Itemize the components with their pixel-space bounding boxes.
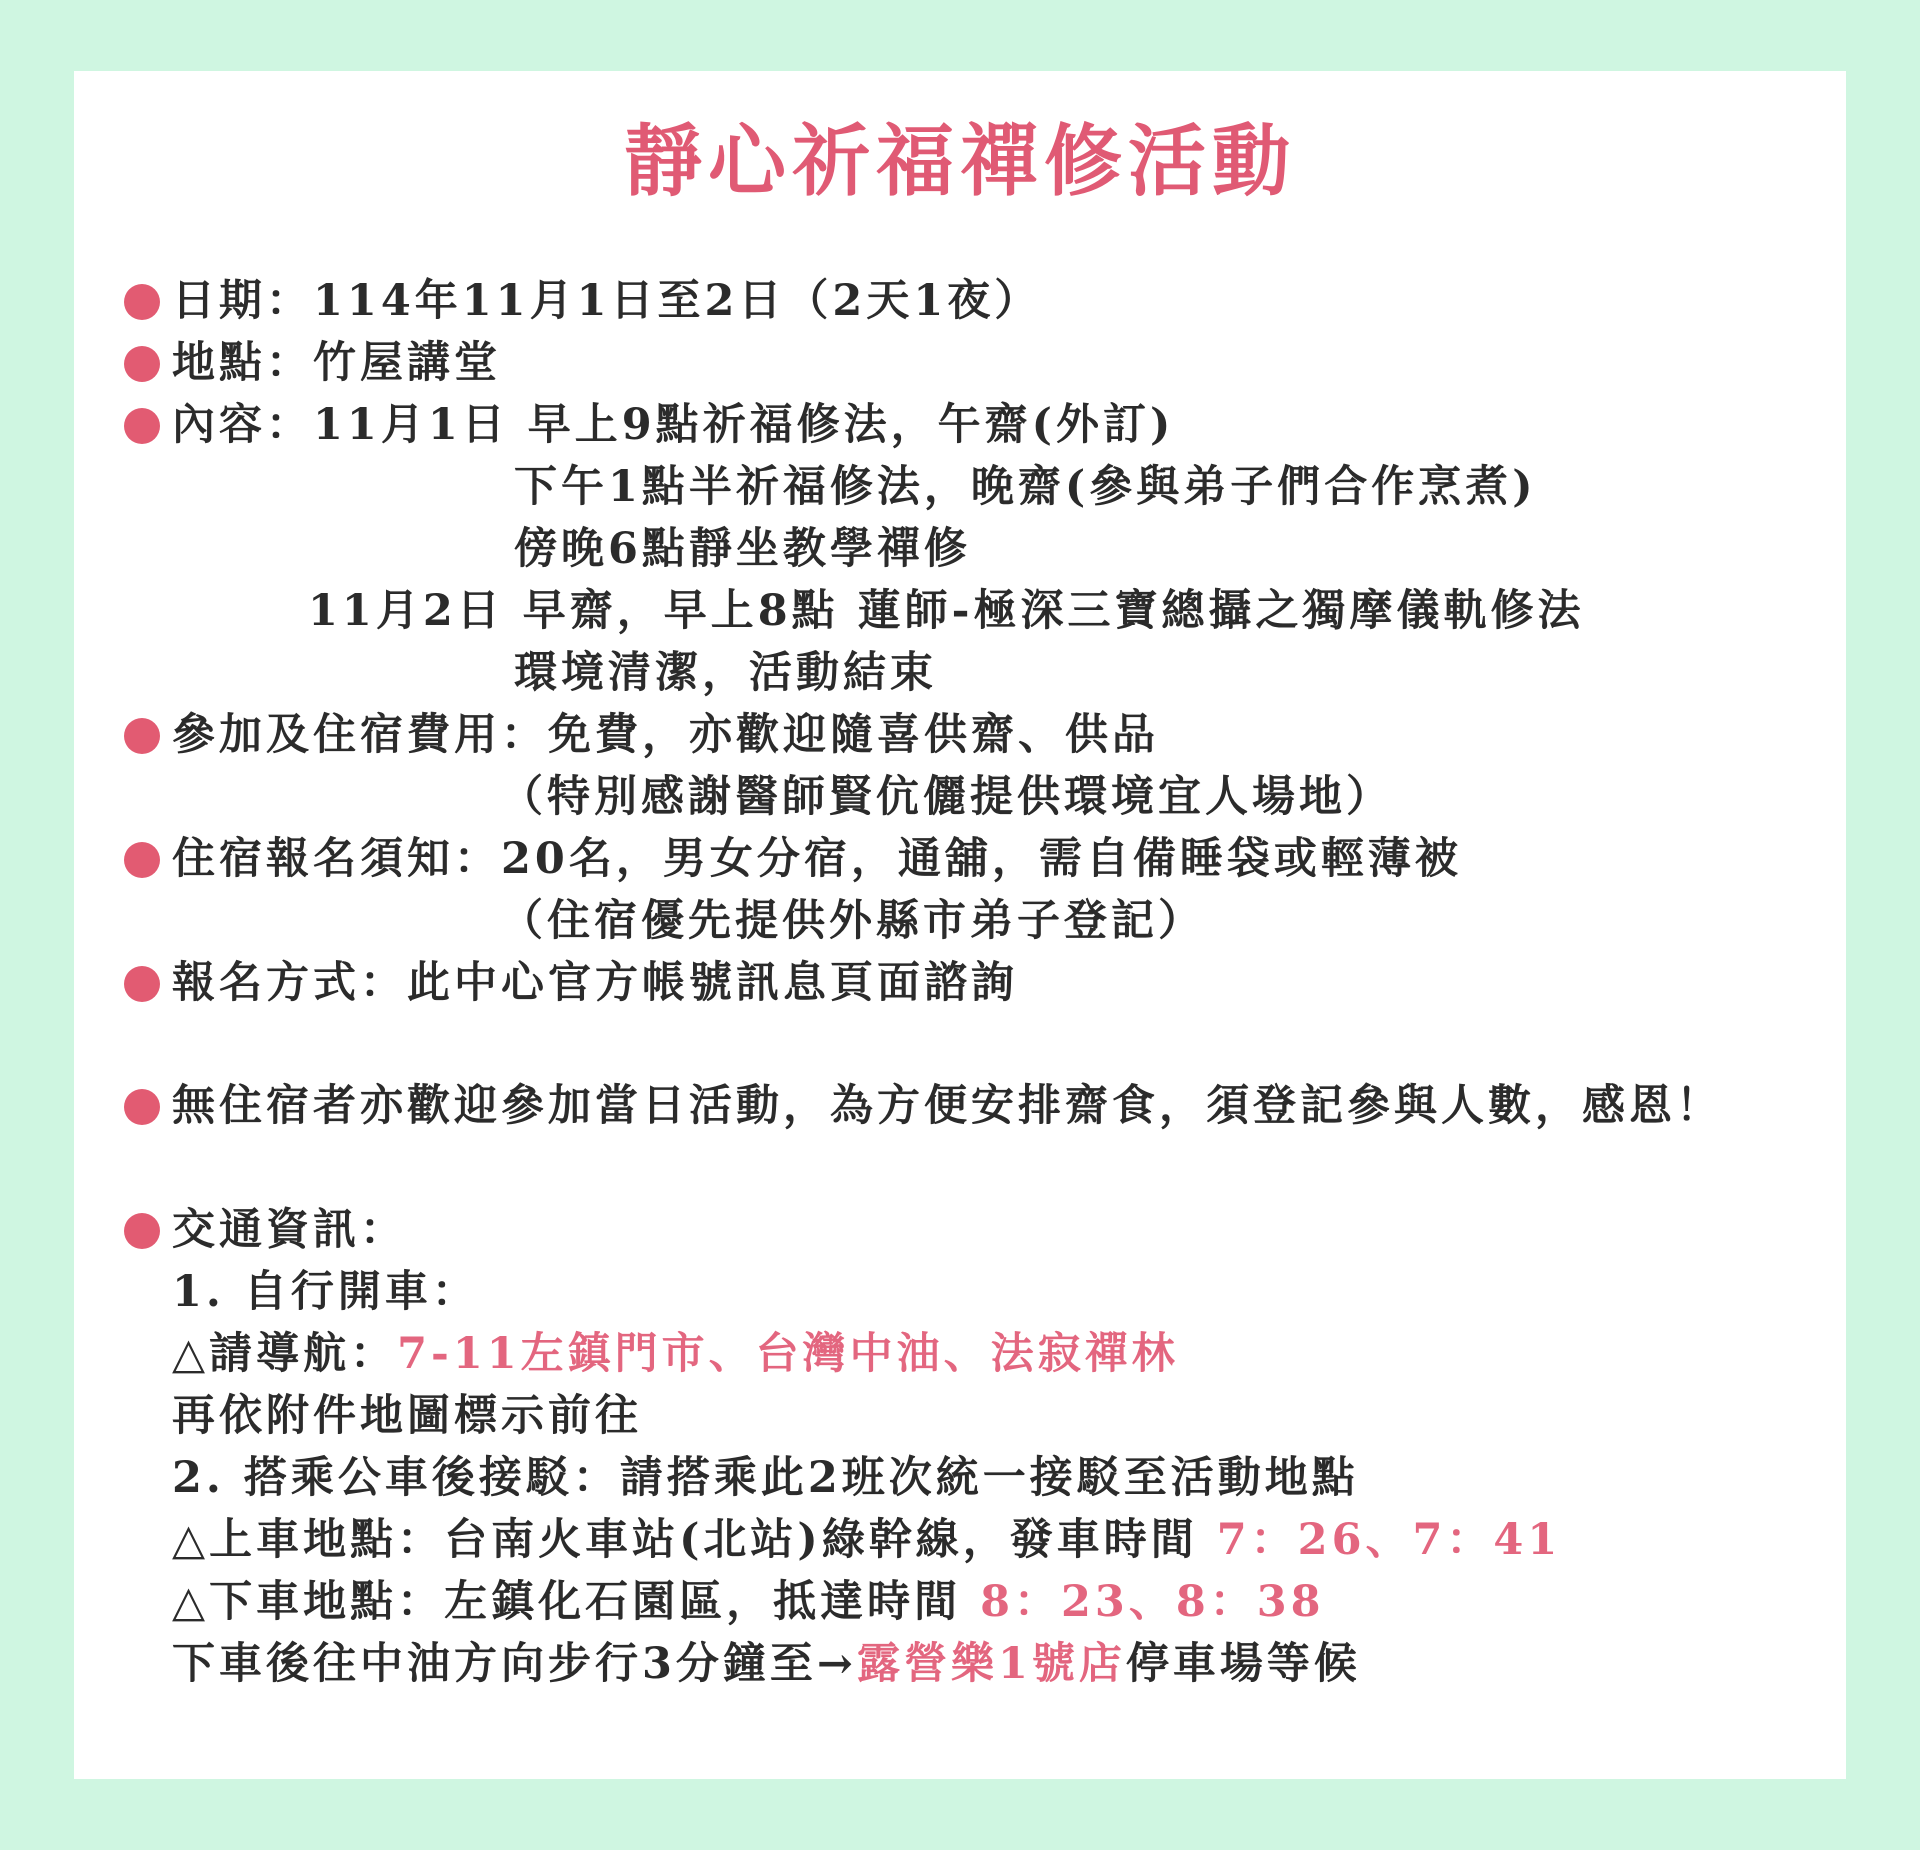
- location-line: 地點：竹屋講堂: [172, 338, 501, 388]
- register-line: 報名方式：此中心官方帳號訊息頁面諮詢: [172, 958, 1018, 1008]
- board-line: [172, 1515, 1562, 1565]
- lodging-line-1: 住宿報名須知：20名，男女分宿，通舖，需自備睡袋或輕薄被: [172, 834, 1462, 884]
- walk-suffix: 停車場等候: [1125, 1639, 1361, 1689]
- day-visit-line: 無住宿者亦歡迎參加當日活動，為方便安排齋食，須登記參與人數，感恩！: [172, 1081, 1723, 1131]
- bullet-dot-icon: [124, 284, 160, 320]
- walk-place: 露營樂1號店: [856, 1639, 1126, 1689]
- bullet-dot-icon: [124, 842, 160, 878]
- drive-heading: 1. 自行開車：: [172, 1267, 479, 1317]
- alight-times: 8：23、8：38: [980, 1577, 1325, 1627]
- transport-heading: 交通資訊：: [172, 1205, 407, 1255]
- info-panel: [74, 71, 1846, 1779]
- bullet-dot-icon: [124, 408, 160, 444]
- walk-prefix: 下車後往中油方向步行3分鐘至→: [172, 1639, 857, 1689]
- content-line-3: 傍晚6點靜坐教學禪修: [514, 524, 971, 574]
- board-prefix: △上車地點：台南火車站(北站)綠幹線，發車時間: [172, 1515, 1198, 1565]
- nav-places: 7-11左鎮門市、台灣中油、法寂禪林: [397, 1329, 1179, 1379]
- bus-heading: 2. 搭乘公車後接駁：請搭乘此2班次統一接駁至活動地點: [172, 1453, 1359, 1503]
- fee-line-1: 參加及住宿費用：免費，亦歡迎隨喜供齋、供品: [172, 710, 1159, 760]
- nav-prefix: △請導航：: [172, 1329, 398, 1379]
- bullet-dot-icon: [124, 1213, 160, 1249]
- nav-line: [172, 1329, 1179, 1379]
- date-line: 日期：114年11月1日至2日（2天1夜）: [172, 276, 1042, 326]
- board-times: 7：26、7：41: [1216, 1515, 1562, 1565]
- bullet-dot-icon: [124, 1089, 160, 1125]
- content-line-5: 環境清潔，活動結束: [514, 648, 937, 698]
- bullet-dot-icon: [124, 718, 160, 754]
- content-line-4: 11月2日 早齋，早上8點 蓮師-極深三寶總攝之獨摩儀軌修法: [308, 586, 1585, 636]
- alight-line: [172, 1577, 1325, 1627]
- fee-line-2: （特別感謝醫師賢伉儷提供環境宜人場地）: [500, 772, 1393, 822]
- walk-line: [172, 1639, 1361, 1689]
- alight-prefix: △下車地點：左鎮化石園區，抵達時間: [172, 1577, 962, 1627]
- page-title: 靜心祈福禪修活動: [623, 116, 1296, 207]
- content-line-2: 下午1點半祈福修法，晚齋(參與弟子們合作烹煮): [514, 462, 1537, 512]
- bullet-dot-icon: [124, 966, 160, 1002]
- lodging-line-2: （住宿優先提供外縣市弟子登記）: [500, 896, 1205, 946]
- map-note: 再依附件地圖標示前往: [172, 1391, 642, 1441]
- bullet-dot-icon: [124, 346, 160, 382]
- content-line-1: 內容：11月1日 早上9點祈福修法，午齋(外訂): [172, 400, 1175, 450]
